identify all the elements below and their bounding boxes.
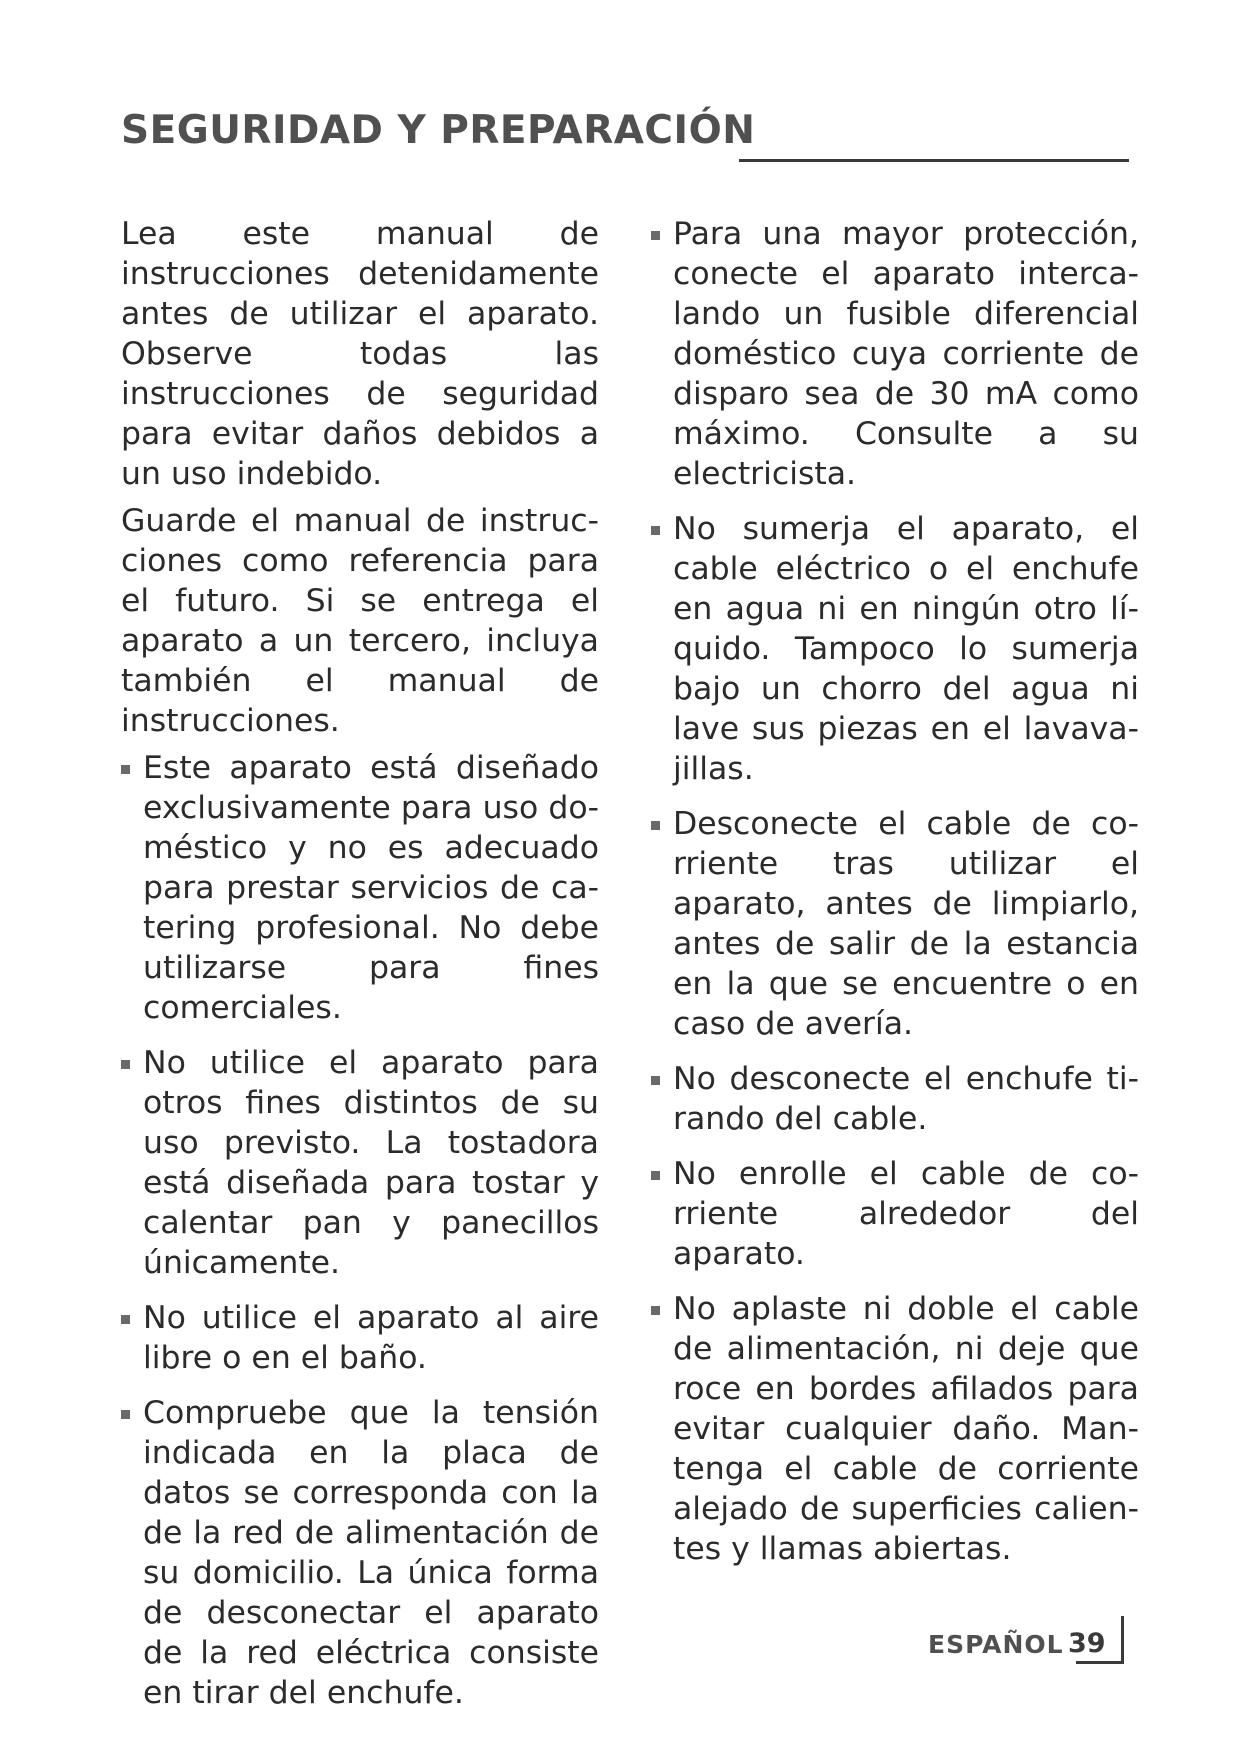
list-item — [121, 1393, 599, 1713]
list-item-text: No aplaste ni doble el cable de alimentación, ni deje que roce en bordes afilados para evitar cualquier daño. Mantenga el cable de corriente alejado de superficies calientes y llamas abiertas. — [673, 1291, 1139, 1567]
title-rule — [739, 159, 1129, 162]
list-item-text: No utilice el aparato al aire libre o en el baño. — [143, 1300, 599, 1376]
square-bullet-icon — [121, 1060, 130, 1069]
list-item — [651, 804, 1139, 1044]
square-bullet-icon — [651, 1171, 660, 1180]
footer-corner-rule — [1121, 1616, 1124, 1664]
right-column — [651, 214, 1139, 1584]
list-item-text: Para una mayor protección, conecte el aparato intercalando un fusible diferencial doméstico cuya corriente de disparo sea de 30 mA como máximo. Consulte a su electricista. — [673, 216, 1139, 492]
intro-paragraph: Guarde el manual de instrucciones como referencia para el futuro. Si se entrega el aparato a un tercero, incluya también el manual de instrucciones. — [121, 503, 599, 739]
square-bullet-icon — [121, 1410, 130, 1419]
list-item-text: No desconecte el enchufe tirando del cable. — [673, 1061, 1139, 1137]
list-item-text: Compruebe que la tensión indicada en la placa de datos se corresponda con la de la red de alimentación de su domicilio. La única forma de desconectar el aparato de la red eléctrica consiste en tirar del enchufe. — [143, 1395, 599, 1711]
list-item — [651, 509, 1139, 789]
square-bullet-icon — [651, 821, 660, 830]
page-header — [121, 108, 1131, 168]
list-item-text: No enrolle el cable de corriente alrededor del aparato. — [673, 1156, 1139, 1272]
left-column — [121, 214, 599, 1728]
page-number: 39 — [1068, 1628, 1106, 1659]
page-title: SEGURIDAD Y PREPARACIÓN — [121, 108, 756, 153]
list-item — [651, 1154, 1139, 1274]
list-item — [121, 748, 599, 1028]
page-footer — [928, 1616, 1128, 1664]
list-item-text: No sumerja el aparato, el cable eléctrico o el enchufe en agua ni en ningún otro líquido. Tampoco lo sumerja bajo un chorro del agua ni lave sus piezas en el lavavajillas. — [673, 511, 1139, 787]
list-item — [651, 1289, 1139, 1569]
intro-paragraph: Lea este manual de instrucciones detenidamente antes de utilizar el aparato. Observe todas las instrucciones de seguridad para evitar daños debidos a un uso indebido. — [121, 216, 599, 492]
square-bullet-icon — [121, 1315, 130, 1324]
square-bullet-icon — [651, 231, 660, 240]
list-item — [651, 1059, 1139, 1139]
square-bullet-icon — [651, 1306, 660, 1315]
list-item-text: No utilice el aparato para otros fines distintos de su uso previsto. La tostadora está diseñada para tostar y calentar pan y panecillos únicamente. — [143, 1045, 599, 1281]
square-bullet-icon — [651, 1076, 660, 1085]
footer-corner-rule — [1076, 1661, 1124, 1664]
list-item — [121, 1298, 599, 1378]
list-item — [121, 1043, 599, 1283]
list-item — [651, 214, 1139, 494]
list-item-text: Desconecte el cable de corriente tras utilizar el aparato, antes de limpiarlo, antes de salir de la estancia en la que se encuentre o en caso de avería. — [673, 806, 1139, 1042]
square-bullet-icon — [121, 765, 130, 774]
footer-language: ESPAÑOL — [928, 1630, 1064, 1659]
list-item-text: Este aparato está diseñado exclusivamente para uso doméstico y no es adecuado para prestar servicios de catering profesional. No debe utilizarse para fines comerciales. — [143, 750, 599, 1026]
square-bullet-icon — [651, 526, 660, 535]
